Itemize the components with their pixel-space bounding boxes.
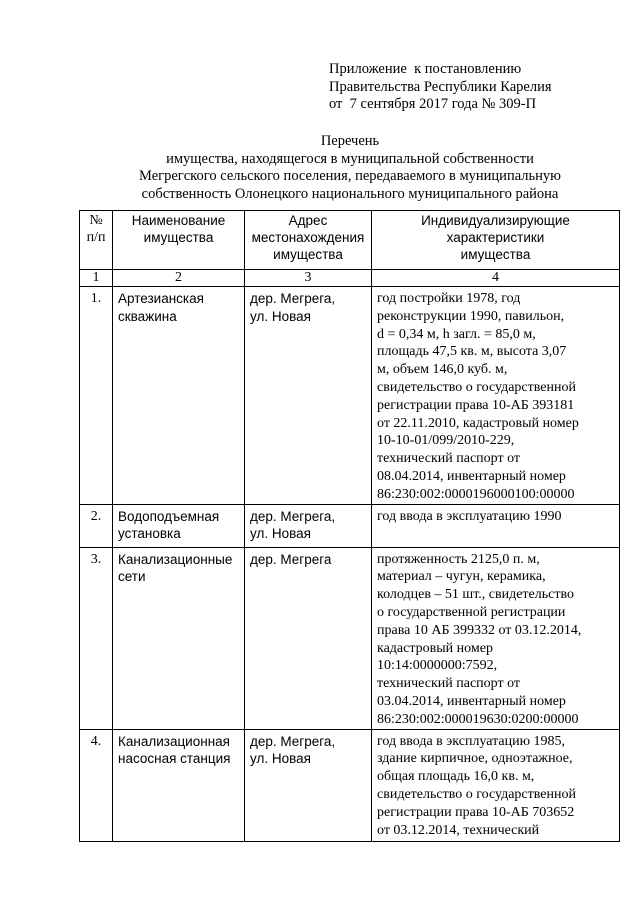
details-line: реконструкции 1990, павильон, <box>377 308 565 324</box>
header-text: п/п <box>86 230 106 245</box>
details-line: общая площадь 16,0 кв. м, <box>377 769 535 785</box>
row-number: 4. <box>80 729 113 841</box>
appendix-line: Правительства Республики Карелия <box>329 78 552 95</box>
property-name <box>113 504 245 547</box>
heading-line: собственность Олонецкого национального муниципального района <box>141 185 559 202</box>
table-row <box>80 729 620 841</box>
property-address <box>245 504 372 547</box>
appendix-block <box>329 61 552 114</box>
details-line: технический паспорт от <box>377 676 521 692</box>
header-text: имущества <box>460 247 531 262</box>
header-text: местонахождения <box>251 230 365 245</box>
name-line: установка <box>118 526 181 542</box>
address-line: дер. Мегрега <box>250 551 332 567</box>
table-row <box>80 547 620 729</box>
table-header-row <box>80 211 620 270</box>
details-line: площадь 47,5 кв. м, высота 3,07 <box>377 344 567 360</box>
name-line: Канализационная <box>118 733 230 749</box>
column-number-row <box>80 270 620 287</box>
property-address <box>245 547 372 729</box>
header-text: № <box>89 213 103 228</box>
appendix-line: от 7 сентября 2017 года № 309-П <box>329 96 537 112</box>
details-line: 86:230:002:0000196000100:00000 <box>377 486 575 502</box>
property-name <box>113 729 245 841</box>
column-number: 1 <box>80 270 113 287</box>
appendix-line: Приложение к постановлению <box>329 61 522 77</box>
details-line: 03.04.2014, инвентарный номер <box>377 693 566 709</box>
details-line: от 22.11.2010, кадастровый номер <box>377 415 579 431</box>
details-line: кадастровый номер <box>377 640 493 656</box>
table-row <box>80 504 620 547</box>
header-cell-details <box>372 211 620 270</box>
name-line: Артезианская <box>118 291 204 306</box>
details-line: здание кирпичное, одноэтажное, <box>377 751 573 767</box>
details-line: год ввода в эксплуатацию 1990 <box>377 508 562 524</box>
name-line: скважина <box>118 308 177 324</box>
header-text: Индивидуализирующие <box>421 213 570 228</box>
header-text: Наименование <box>131 213 226 228</box>
details-line: регистрации права 10-АБ 703652 <box>377 804 575 820</box>
column-number: 3 <box>245 270 372 287</box>
heading-line: имущества, находящегося в муниципальной собственности <box>166 150 534 167</box>
property-details <box>372 547 620 729</box>
table-row <box>80 287 620 505</box>
details-line: протяженность 2125,0 п. м, <box>377 551 540 567</box>
header-cell-address <box>245 211 372 270</box>
name-line: насосная станция <box>118 751 231 767</box>
address-line: ул. Новая <box>250 308 311 324</box>
column-number: 2 <box>113 270 245 287</box>
header-text: характеристики <box>446 230 545 245</box>
property-address <box>245 287 372 505</box>
name-line: сети <box>118 569 146 585</box>
details-line: технический паспорт от <box>377 451 521 467</box>
property-address <box>245 729 372 841</box>
header-text: Адрес <box>288 213 328 228</box>
details-line: год постройки 1978, год <box>377 291 521 306</box>
header-cell-number <box>80 211 113 270</box>
property-name <box>113 287 245 505</box>
property-details <box>372 287 620 505</box>
details-line: 86:230:002:000019630:0200:00000 <box>377 711 579 727</box>
address-line: дер. Мегрега, <box>250 733 336 749</box>
details-line: 10-10-01/099/2010-229, <box>377 433 515 449</box>
details-line: свидетельство о государственной <box>377 786 576 802</box>
details-line: о государственной регистрации <box>377 604 566 620</box>
heading-title: Перечень <box>320 133 380 149</box>
details-line: регистрации права 10-АБ 393181 <box>377 397 575 413</box>
address-line: дер. Мегрега, <box>250 291 336 306</box>
details-line: права 10 АБ 399332 от 03.12.2014, <box>377 622 582 638</box>
property-table <box>79 210 620 842</box>
property-name <box>113 547 245 729</box>
details-line: свидетельство о государственной <box>377 379 576 395</box>
row-number: 2. <box>80 504 113 547</box>
details-line: год ввода в эксплуатацию 1985, <box>377 733 566 749</box>
header-text: имущества <box>143 230 214 245</box>
column-number: 4 <box>372 270 620 287</box>
heading-line: Мегрегского сельского поселения, передаваемого в муниципальную <box>139 168 561 184</box>
address-line: ул. Новая <box>250 526 311 542</box>
header-cell-name <box>113 211 245 270</box>
details-line: d = 0,34 м, h загл. = 85,0 м, <box>377 326 536 342</box>
details-line: 08.04.2014, инвентарный номер <box>377 468 566 484</box>
details-line: 10:14:0000000:7592, <box>377 658 498 674</box>
row-number: 3. <box>80 547 113 729</box>
details-line: м, объем 146,0 куб. м, <box>377 362 508 378</box>
row-number: 1. <box>80 287 113 505</box>
name-line: Водоподъемная <box>118 508 220 524</box>
details-line: материал – чугун, керамика, <box>377 569 546 585</box>
details-line: от 03.12.2014, технический <box>377 822 540 838</box>
property-details <box>372 504 620 547</box>
document-heading <box>80 133 620 203</box>
name-line: Канализационные <box>118 551 233 567</box>
details-line: колодцев – 51 шт., свидетельство <box>377 587 574 603</box>
header-text: имущества <box>273 247 343 262</box>
address-line: ул. Новая <box>250 751 311 767</box>
address-line: дер. Мегрега, <box>250 508 336 524</box>
property-details <box>372 729 620 841</box>
